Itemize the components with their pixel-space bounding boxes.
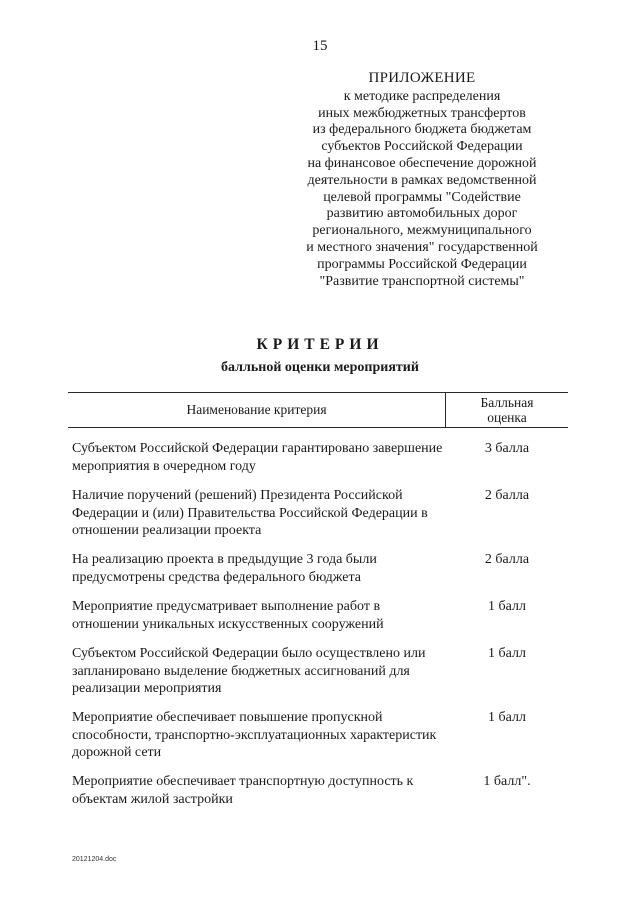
appendix-line: деятельности в рамках ведомственной — [307, 172, 537, 188]
appendix-line: на финансовое обеспечение дорожной — [307, 155, 537, 171]
header-score — [446, 393, 568, 427]
criterion-text: Субъектом Российской Федерации гарантировано завершение мероприятия в очередном году — [72, 441, 443, 474]
appendix-line: программы Российской Федерации — [317, 256, 527, 272]
criterion-text: Мероприятие обеспечивает транспортную доступность к объектам жилой застройки — [72, 774, 414, 807]
score-value: 1 балл". — [483, 774, 531, 789]
score-value: 1 балл — [488, 599, 526, 614]
score-value: 2 балла — [484, 488, 530, 503]
appendix-line: целевой программы "Содействие — [323, 189, 521, 205]
appendix-line: субъектов Российской Федерации — [321, 139, 523, 155]
appendix-line: из федерального бюджета бюджетам — [312, 122, 532, 138]
appendix-block — [284, 70, 560, 290]
appendix-line: регионального, межмуниципального — [312, 223, 532, 239]
criterion-text: Мероприятие обеспечивает повышение пропускной способности, транспортно-эксплуатационных характеристик дорожной сети — [72, 710, 437, 760]
header-criterion-name: Наименование критерия — [68, 393, 446, 427]
table-header — [68, 392, 568, 428]
page-number: 15 — [312, 38, 328, 54]
criterion-text: Субъектом Российской Федерации было осуществлено или запланировано выделение бюджетных ассигнований для реализации мероприятия — [72, 646, 426, 696]
criterion-text: Мероприятие предусматривает выполнение работ в отношении уникальных искусственных сооружений — [72, 599, 384, 632]
appendix-title: ПРИЛОЖЕНИЕ — [368, 70, 476, 86]
score-value: 2 балла — [484, 552, 530, 567]
criteria-title: КРИТЕРИИ — [256, 336, 384, 353]
criterion-text: На реализацию проекта в предыдущие 3 года были предусмотрены средства федерального бюджета — [72, 552, 377, 585]
appendix-line: иных межбюджетных трансфертов — [318, 105, 526, 121]
score-value: 3 балла — [484, 441, 530, 456]
criteria-subtitle: балльной оценки мероприятий — [221, 360, 419, 375]
appendix-line: развитию автомобильных дорог — [326, 206, 518, 222]
criteria-table — [68, 392, 568, 807]
score-value: 1 балл — [488, 646, 526, 661]
header-score-line1: Балльная — [480, 395, 534, 410]
footer-doc-name: 20121204.doc — [72, 856, 117, 863]
appendix-line: "Развитие транспортной системы" — [319, 273, 525, 289]
criterion-text: Наличие поручений (решений) Президента Российской Федерации и (или) Правительства Российской Федерации в отношении реализации проекта — [72, 488, 428, 538]
appendix-line: к методике распределения — [343, 88, 501, 104]
appendix-line: и местного значения" государственной — [306, 239, 538, 255]
header-score-line2: оценка — [487, 410, 527, 425]
score-value: 1 балл — [488, 710, 526, 725]
